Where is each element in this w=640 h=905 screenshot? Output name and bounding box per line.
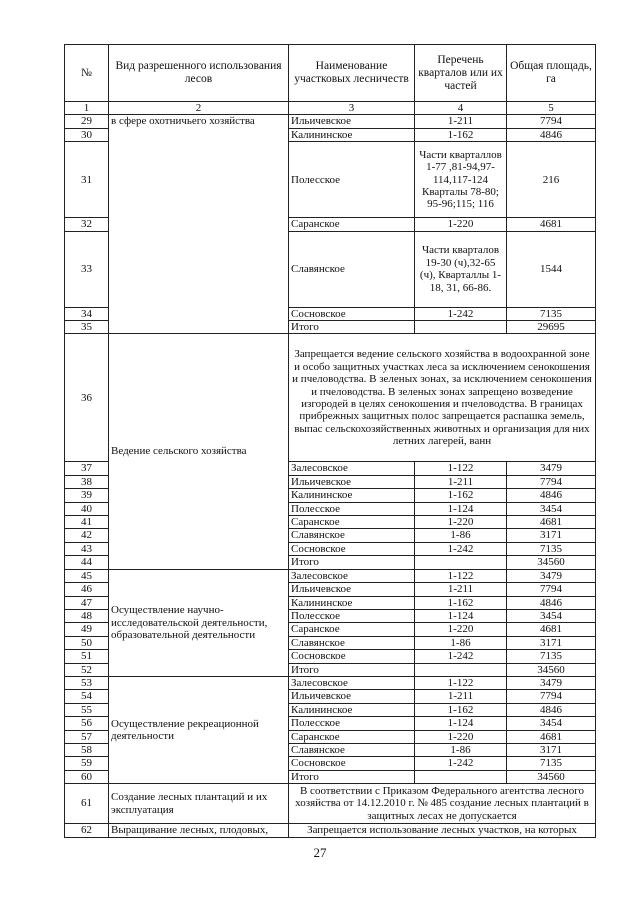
forestry-name: Калининское xyxy=(289,128,415,141)
row-number: 38 xyxy=(65,475,109,488)
row-number: 31 xyxy=(65,142,109,218)
table-row xyxy=(65,334,596,462)
area-ha: 29695 xyxy=(507,321,596,334)
area-ha: 3479 xyxy=(507,569,596,582)
area-ha: 4681 xyxy=(507,218,596,231)
table-row xyxy=(65,676,596,689)
area-ha: 4846 xyxy=(507,489,596,502)
row-number: 57 xyxy=(65,730,109,743)
forestry-name: Сосновское xyxy=(289,542,415,555)
restriction-note: Запрещается ведение сельского хозяйства в водоохранной зоне и особо защитных участках леса за исключением сенокошения и пчеловодства. В зеленых зонах, за исключением сенокошения и пчеловодства. В зеленых зонах запрещено возведение изгородей в целях сенокошения и пчеловодства. В границах прибрежных защитных полос запрещается распашка земель, выпас сельскохозяйственных животных и организация для них летних лагерей, ванн xyxy=(289,334,596,462)
area-ha: 3454 xyxy=(507,717,596,730)
quarters: 1-162 xyxy=(415,128,507,141)
forestry-name: Саранское xyxy=(289,623,415,636)
forestry-name: Славянское xyxy=(289,529,415,542)
row-number: 32 xyxy=(65,218,109,231)
forestry-name: Сосновское xyxy=(289,650,415,663)
usage-type: Ведение сельского хозяйства xyxy=(109,334,289,569)
row-number: 30 xyxy=(65,128,109,141)
row-number: 60 xyxy=(65,770,109,783)
column-number: 2 xyxy=(109,102,289,115)
forestry-name: Итого xyxy=(289,556,415,569)
forestry-name: Славянское xyxy=(289,743,415,756)
area-ha: 3479 xyxy=(507,462,596,475)
quarters xyxy=(415,663,507,676)
area-ha: 3454 xyxy=(507,502,596,515)
forestry-name: Калининское xyxy=(289,703,415,716)
page-number: 27 xyxy=(313,845,327,860)
area-ha: 7135 xyxy=(507,757,596,770)
restriction-note: Запрещается использование лесных участков, на которых xyxy=(289,824,596,837)
table-row xyxy=(65,569,596,582)
forestry-name: Саранское xyxy=(289,218,415,231)
row-number: 35 xyxy=(65,321,109,334)
forestry-name: Ильичевское xyxy=(289,583,415,596)
row-number: 33 xyxy=(65,231,109,307)
area-ha: 7135 xyxy=(507,650,596,663)
row-number: 55 xyxy=(65,703,109,716)
row-number: 62 xyxy=(65,824,109,837)
quarters: Части кварталов 19-30 (ч),32-65 (ч), Кварталлы 1-18, 31, 66-86. xyxy=(415,231,507,307)
area-ha: 7794 xyxy=(507,475,596,488)
row-number: 54 xyxy=(65,690,109,703)
column-number: 5 xyxy=(507,102,596,115)
quarters: 1-162 xyxy=(415,703,507,716)
quarters: 1-122 xyxy=(415,676,507,689)
column-number: 4 xyxy=(415,102,507,115)
quarters: 1-162 xyxy=(415,596,507,609)
area-ha: 4681 xyxy=(507,623,596,636)
table-row xyxy=(65,784,596,824)
row-number: 40 xyxy=(65,502,109,515)
forestry-name: Сосновское xyxy=(289,757,415,770)
quarters xyxy=(415,321,507,334)
area-ha: 7794 xyxy=(507,115,596,128)
row-number: 50 xyxy=(65,636,109,649)
row-number: 61 xyxy=(65,784,109,824)
area-ha: 34560 xyxy=(507,770,596,783)
area-ha: 4846 xyxy=(507,703,596,716)
header-forestry-name: Наименование участковых лесничеств xyxy=(289,45,415,102)
row-number: 44 xyxy=(65,556,109,569)
usage-type: в сфере охотничьего хозяйства xyxy=(109,115,289,334)
quarters: 1-124 xyxy=(415,717,507,730)
usage-type: Выращивание лесных, плодовых, xyxy=(109,824,289,837)
row-number: 34 xyxy=(65,307,109,320)
area-ha: 7135 xyxy=(507,307,596,320)
quarters: 1-124 xyxy=(415,502,507,515)
quarters: 1-220 xyxy=(415,516,507,529)
usage-type: Осуществление научно-исследовательской деятельности, образовательной деятельности xyxy=(109,569,289,676)
row-number: 43 xyxy=(65,542,109,555)
column-number: 1 xyxy=(65,102,109,115)
area-ha: 3171 xyxy=(507,743,596,756)
area-ha: 4846 xyxy=(507,128,596,141)
header-area: Общая площадь, га xyxy=(507,45,596,102)
forestry-name: Саранское xyxy=(289,730,415,743)
table-row xyxy=(65,824,596,837)
forestry-name: Полесское xyxy=(289,609,415,622)
forestry-name: Ильичевское xyxy=(289,115,415,128)
row-number: 46 xyxy=(65,583,109,596)
row-number: 29 xyxy=(65,115,109,128)
area-ha: 34560 xyxy=(507,663,596,676)
quarters: 1-86 xyxy=(415,743,507,756)
forestry-name: Залесовское xyxy=(289,676,415,689)
forestry-name: Калининское xyxy=(289,489,415,502)
quarters: 1-122 xyxy=(415,462,507,475)
forestry-name: Полесское xyxy=(289,502,415,515)
usage-type: Осуществление рекреационной деятельности xyxy=(109,676,289,783)
header-quarters: Перечень кварталов или их частей xyxy=(415,45,507,102)
document-table xyxy=(64,44,596,838)
area-ha: 34560 xyxy=(507,556,596,569)
quarters xyxy=(415,770,507,783)
forestry-name: Славянское xyxy=(289,636,415,649)
quarters: Части кварталлов 1-77 ,81-94,97-114,117-124 Кварталы 78-80; 95-96;115; 116 xyxy=(415,142,507,218)
quarters: 1-242 xyxy=(415,757,507,770)
row-number: 58 xyxy=(65,743,109,756)
area-ha: 7794 xyxy=(507,690,596,703)
forestry-name: Славянское xyxy=(289,231,415,307)
forestry-name: Калининское xyxy=(289,596,415,609)
area-ha: 3171 xyxy=(507,529,596,542)
area-ha: 216 xyxy=(507,142,596,218)
row-number: 41 xyxy=(65,516,109,529)
quarters: 1-220 xyxy=(415,730,507,743)
quarters: 1-86 xyxy=(415,529,507,542)
quarters: 1-211 xyxy=(415,475,507,488)
forestry-name: Полесское xyxy=(289,717,415,730)
column-number: 3 xyxy=(289,102,415,115)
row-number: 37 xyxy=(65,462,109,475)
row-number: 36 xyxy=(65,334,109,462)
forestry-name: Саранское xyxy=(289,516,415,529)
forestry-name: Итого xyxy=(289,663,415,676)
area-ha: 7794 xyxy=(507,583,596,596)
forestry-name: Ильичевское xyxy=(289,475,415,488)
row-number: 52 xyxy=(65,663,109,676)
forestry-name: Полесское xyxy=(289,142,415,218)
area-ha: 1544 xyxy=(507,231,596,307)
header-usage-type: Вид разрешенного использования лесов xyxy=(109,45,289,102)
area-ha: 3479 xyxy=(507,676,596,689)
restriction-note: В соответствии с Приказом Федерального агентства лесного хозяйства от 14.12.2010 г. № 485 создание лесных плантаций в защитных лесах не допускается xyxy=(289,784,596,824)
forestry-name: Залесовское xyxy=(289,462,415,475)
column-number-row xyxy=(65,102,596,115)
area-ha: 4681 xyxy=(507,730,596,743)
quarters: 1-124 xyxy=(415,609,507,622)
row-number: 53 xyxy=(65,676,109,689)
forestry-name: Итого xyxy=(289,770,415,783)
row-number: 39 xyxy=(65,489,109,502)
area-ha: 4681 xyxy=(507,516,596,529)
area-ha: 3454 xyxy=(507,609,596,622)
usage-type: Создание лесных плантаций и их эксплуатация xyxy=(109,784,289,824)
forestry-name: Залесовское xyxy=(289,569,415,582)
header-number: № xyxy=(65,45,109,102)
table-row xyxy=(65,115,596,128)
quarters: 1-162 xyxy=(415,489,507,502)
forestry-name: Ильичевское xyxy=(289,690,415,703)
area-ha: 7135 xyxy=(507,542,596,555)
forestry-name: Итого xyxy=(289,321,415,334)
quarters: 1-220 xyxy=(415,218,507,231)
area-ha: 4846 xyxy=(507,596,596,609)
quarters: 1-211 xyxy=(415,583,507,596)
quarters: 1-242 xyxy=(415,650,507,663)
area-ha: 3171 xyxy=(507,636,596,649)
quarters: 1-220 xyxy=(415,623,507,636)
row-number: 59 xyxy=(65,757,109,770)
row-number: 48 xyxy=(65,609,109,622)
quarters: 1-211 xyxy=(415,690,507,703)
row-number: 49 xyxy=(65,623,109,636)
quarters: 1-211 xyxy=(415,115,507,128)
row-number: 42 xyxy=(65,529,109,542)
forestry-name: Сосновское xyxy=(289,307,415,320)
row-number: 51 xyxy=(65,650,109,663)
quarters: 1-242 xyxy=(415,307,507,320)
quarters: 1-86 xyxy=(415,636,507,649)
header-row xyxy=(65,45,596,102)
quarters: 1-242 xyxy=(415,542,507,555)
row-number: 45 xyxy=(65,569,109,582)
quarters xyxy=(415,556,507,569)
quarters: 1-122 xyxy=(415,569,507,582)
row-number: 56 xyxy=(65,717,109,730)
row-number: 47 xyxy=(65,596,109,609)
